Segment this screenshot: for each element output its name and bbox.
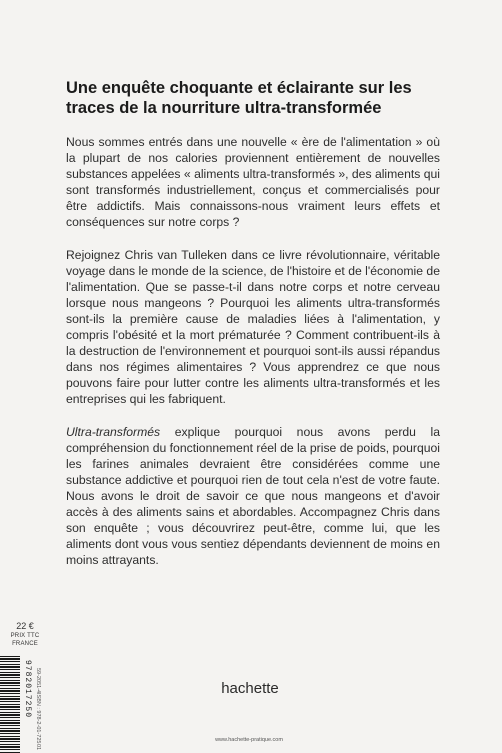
price-amount: 22 € <box>16 621 34 631</box>
blurb-paragraph-1: Nous sommes entrés dans une nouvelle « ère de l'alimentation » où la plupart de nos calories proviennent entièrement de nouvelles substances appelées « aliments ultra-transformés », des aliments qui sont transformés industriellement, conçus et commercialisés pour être addictifs. Mais connaissons-nous vraiment leurs effets et conséquences sur notre corps ? <box>66 135 440 230</box>
isbn-block <box>34 668 41 753</box>
isbn-line: ISBN : 978-2-01-725 <box>35 693 41 744</box>
blurb-paragraph-3-text: explique pourquoi nous avons perdu la compréhension du fonctionnement réel de la prise de poids, pourquoi les farines animales devraient être considérées comme une substance addictive et pourquoi rien de tout cela n'est de votre faute. Nous avons le droit de savoir ce que nous mangeons et d'avoir accès à des aliments sains et abordables. Accompagnez Chris dans son enquête ; vous découvrirez peut-être, comme lui, que les aliments dont vous vous sentiez dépendants deviennent de moins en moins attrayants. <box>66 424 440 568</box>
publisher-website: www.hachette-pratique.com <box>215 737 283 743</box>
price-tax-label: PRIX TTC <box>10 633 40 639</box>
publisher-logo-text: hachette <box>221 680 279 697</box>
price-country: FRANCE <box>12 641 38 647</box>
barcode-image <box>0 656 20 753</box>
barcode-digits: 9782017250 <box>23 660 32 719</box>
cover-headline: Une enquête choquante et éclairante sur les traces de la nourriture ultra-transformée <box>66 79 412 117</box>
blurb-paragraph-2: Rejoignez Chris van Tulleken dans ce livre révolutionnaire, véritable voyage dans le monde de la science, de l'histoire et de l'économie de l'alimentation. Que se passe-t-il dans notre corps et notre cerveau lorsque nous mangeons ? Pourquoi les aliments ultra-transformés sont-ils la première cause de maladies liées à l'alimentation, y compris l'obésité et la mort prématurée ? Comment contribuent-ils à la destruction de l'environnement et pourquoi sont-ils aussi répandus dans nos régimes alimentaires ? Vous apprendrez ce que nous pouvons faire pour lutter contre les aliments ultra-transformés et les entreprises qui les fabriquent. <box>66 247 440 407</box>
blurb-paragraph-3 <box>66 424 440 569</box>
blurb-text <box>66 134 440 568</box>
book-title-italic: Ultra-transformés <box>66 424 161 439</box>
isbn-line: 59-2051-4 <box>35 668 41 694</box>
price-block <box>10 621 40 648</box>
isbn-line: 01 <box>35 743 41 750</box>
